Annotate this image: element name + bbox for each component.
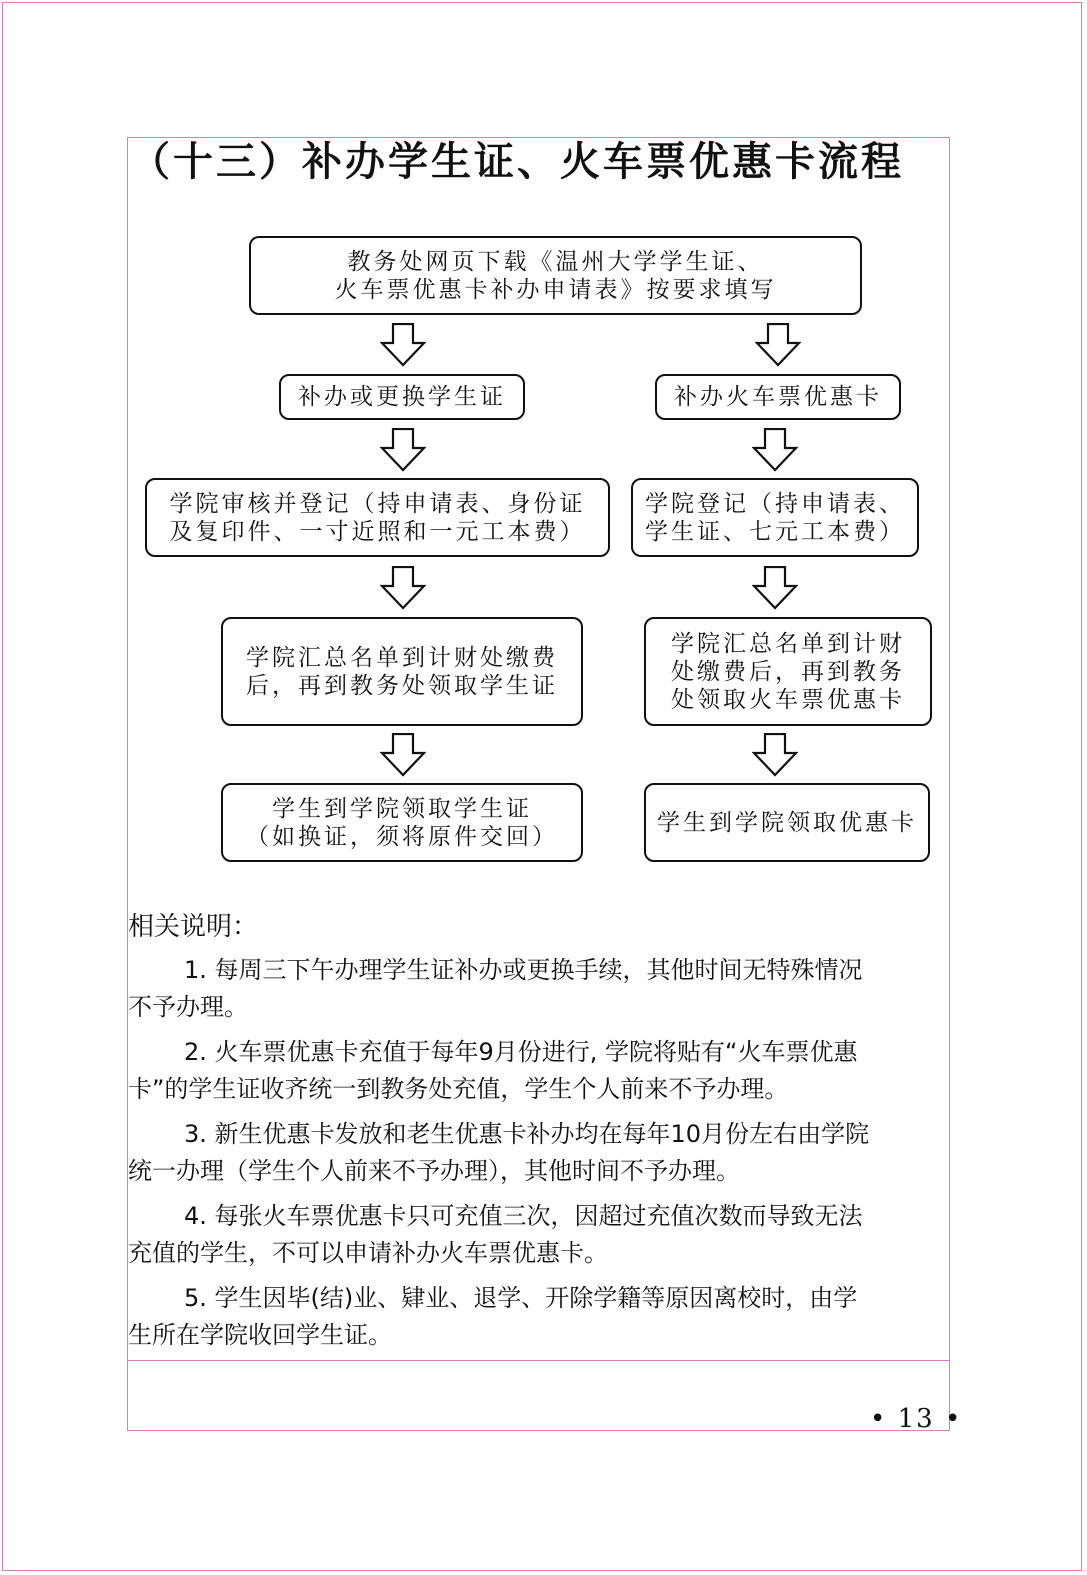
flow-box-line: 学院汇总名单到计财: [671, 630, 905, 657]
note-line: 生所在学院收回学生证。: [128, 1321, 392, 1349]
flow-box-line: 教务处网页下载《温州大学学生证、: [347, 248, 764, 275]
note-line: [128, 952, 958, 989]
flow-box-pay-and-collect-student-card: [221, 617, 583, 726]
flow-box-line: 学院审核并登记（持申请表、身份证: [169, 490, 586, 517]
down-arrow-icon: [752, 733, 798, 777]
flow-box-student-collect-rail-card: [644, 783, 930, 862]
flow-box-line: 火车票优惠卡补办申请表》按要求填写: [334, 276, 777, 303]
down-arrow-icon: [755, 323, 801, 367]
note-line-text: 1. 每周三下午办理学生证补办或更换手续，其他时间无特殊情况: [184, 956, 863, 984]
note-line-text: 3. 新生优惠卡发放和老生优惠卡补办均在每年10月份左右由学院: [184, 1120, 870, 1148]
flow-box-line: 补办或更换学生证: [298, 384, 506, 410]
flow-box-line: 学生到学院领取学生证: [272, 795, 532, 822]
flow-box-reissue-rail-card: [655, 374, 901, 420]
note-line: [128, 1280, 958, 1317]
note-line: 统一办理（学生个人前来不予办理），其他时间不予办理。: [128, 1157, 740, 1185]
flow-box-line: 学生证、七元工本费）: [645, 518, 905, 545]
flow-box-reissue-student-card: [279, 374, 525, 420]
flow-box-line: 补办火车票优惠卡: [674, 384, 882, 410]
down-arrow-icon: [752, 566, 798, 610]
flow-box-line: 处缴费后，再到教务: [671, 658, 905, 685]
notes-heading: 相关说明：: [128, 912, 259, 942]
flow-box-line: 后，再到教务处领取学生证: [246, 672, 558, 699]
down-arrow-icon: [380, 323, 426, 367]
flow-box-line: 学院汇总名单到计财处缴费: [246, 644, 558, 671]
note-line-text: 2. 火车票优惠卡充值于每年9月份进行, 学院将贴有“火车票优惠: [184, 1038, 858, 1066]
note-item: [128, 1034, 958, 1108]
note-line: 充值的学生，不可以申请补办火车票优惠卡。: [128, 1239, 608, 1267]
flow-box-line: 处领取火车票优惠卡: [671, 686, 905, 713]
frame-rule: [127, 1360, 950, 1361]
note-line: [128, 1116, 958, 1153]
note-line-text: 4. 每张火车票优惠卡只可充值三次，因超过充值次数而导致无法: [184, 1202, 863, 1230]
note-item: [128, 1198, 958, 1272]
down-arrow-icon: [380, 428, 426, 472]
flow-box-college-review: [145, 478, 610, 557]
note-line: [128, 1198, 958, 1235]
note-item: [128, 1116, 958, 1190]
flow-box-college-register: [631, 478, 919, 557]
flow-box-student-collect-card: [221, 783, 583, 862]
down-arrow-icon: [752, 428, 798, 472]
flow-box-pay-and-collect-rail-card: [644, 617, 932, 726]
note-line: [128, 1034, 958, 1071]
down-arrow-icon: [380, 566, 426, 610]
flow-box-line: （如换证，须将原件交回）: [246, 823, 558, 850]
flow-box-line: 学生到学院领取优惠卡: [657, 809, 917, 836]
flow-box-download-form: [249, 236, 862, 315]
note-line-text: 5. 学生因毕(结)业、肄业、退学、开除学籍等原因离校时，由学: [184, 1284, 858, 1312]
note-item: [128, 1280, 958, 1354]
note-line: 卡”的学生证收齐统一到教务处充值，学生个人前来不予办理。: [128, 1075, 789, 1103]
flow-box-line: 学院登记（持申请表、: [645, 490, 905, 517]
page-number: • 13 •: [870, 1404, 963, 1434]
down-arrow-icon: [380, 733, 426, 777]
flow-box-line: 及复印件、一寸近照和一元工本费）: [169, 518, 586, 545]
note-line: 不予办理。: [128, 993, 248, 1021]
page-title: （十三）补办学生证、火车票优惠卡流程: [130, 138, 904, 185]
note-item: [128, 952, 958, 1026]
